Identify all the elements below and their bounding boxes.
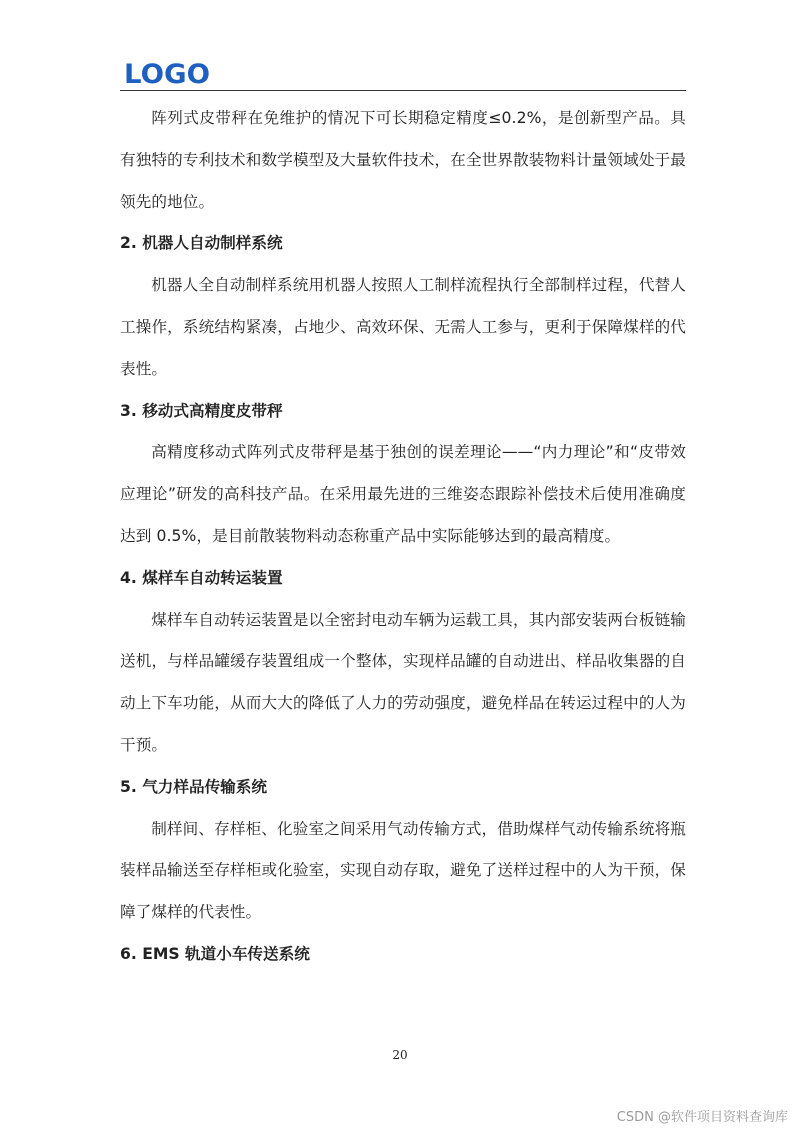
heading-ems-rail-car: 6. EMS 轨道小车传送系统 bbox=[120, 944, 310, 963]
watermark: CSDN @软件项目资料查询库 bbox=[616, 1110, 788, 1125]
page-number: 20 bbox=[392, 1048, 408, 1062]
paragraph-robot-sampling: 机器人全自动制样系统用机器人按照人工制样流程执行全部制样过程，代替人工操作，系统结构紧凑，占地少、高效环保、无需人工参与，更利于保障煤样的代表性。 bbox=[120, 276, 686, 378]
paragraph-sample-car-transfer: 煤样车自动转运装置是以全密封电动车辆为运载工具，其内部安装两台板链输送机，与样品罐缓存装置组成一个整体，实现样品罐的自动进出、样品收集器的自动上下车功能，从而大大的降低了人力的劳动强度，避免样品在转运过程中的人为干预。 bbox=[120, 610, 686, 754]
paragraph-pneumatic-transport: 制样间、存样柜、化验室之间采用气动传输方式，借助煤样气动传输系统将瓶装样品输送至存样柜或化验室，实现自动存取，避免了送样过程中的人为干预，保障了煤样的代表性。 bbox=[120, 819, 686, 922]
heading-robot-sampling: 2. 机器人自动制样系统 bbox=[120, 234, 283, 253]
paragraph-intro: 阵列式皮带秤在免维护的情况下可长期稳定精度≤0.2%，是创新型产品。具有独特的专利技术和数学模型及大量软件技术，在全世界散装物料计量领域处于最领先的地位。 bbox=[120, 109, 686, 211]
logo bbox=[124, 58, 212, 88]
heading-pneumatic-transport: 5. 气力样品传输系统 bbox=[120, 777, 267, 796]
logo-text: LOGO bbox=[124, 59, 210, 88]
heading-sample-car-transfer: 4. 煤样车自动转运装置 bbox=[120, 568, 283, 587]
heading-mobile-belt-scale: 3. 移动式高精度皮带秤 bbox=[120, 401, 283, 420]
paragraph-mobile-belt-scale: 高精度移动式阵列式皮带秤是基于独创的误差理论——“内力理论”和“皮带效应理论”研发的高科技产品。在采用最先进的三维姿态跟踪补偿技术后使用准确度达到 0.5%，是目前散装物料动态称重产品中实际能够达到的最高精度。 bbox=[120, 443, 686, 545]
header-divider bbox=[120, 90, 686, 91]
document-body bbox=[120, 98, 686, 976]
